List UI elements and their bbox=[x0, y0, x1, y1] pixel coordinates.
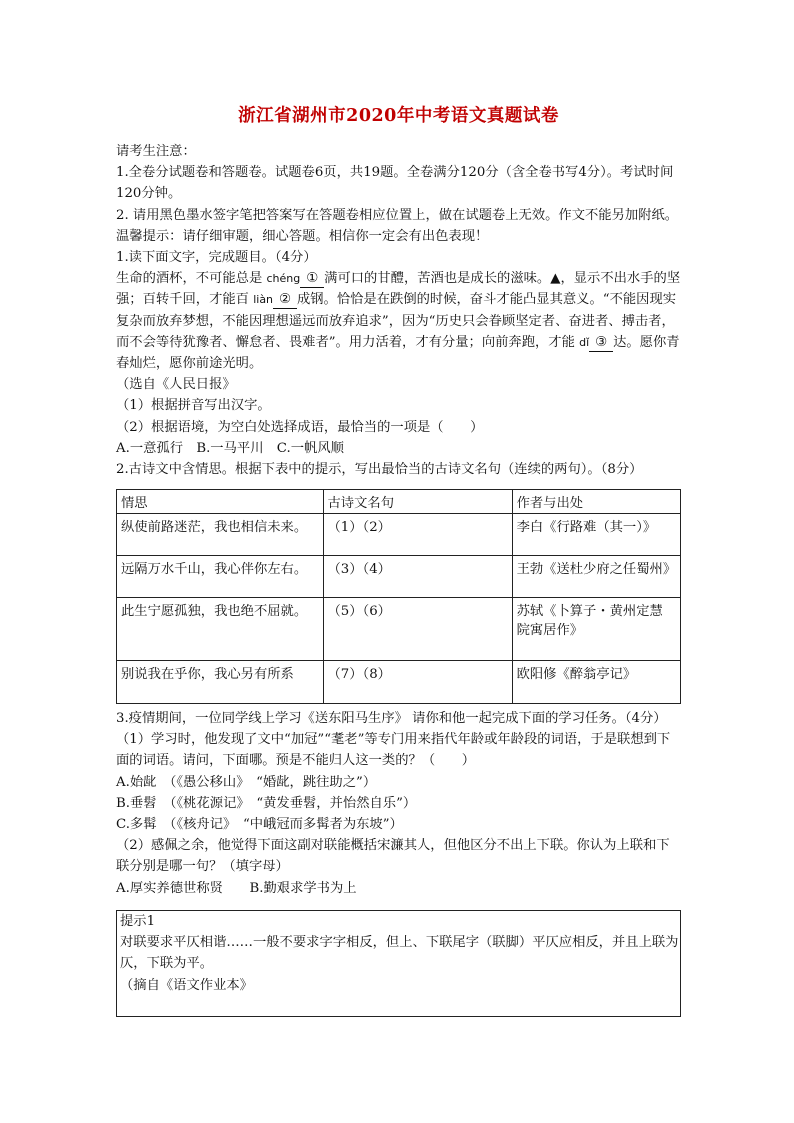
table-cell: 李白《行路难（其一）》 bbox=[512, 514, 680, 556]
q3-section bbox=[116, 708, 681, 899]
q3-option-a: A.始龀 （《愚公移山》 “婚龀，跳往助之”） bbox=[116, 774, 377, 790]
q1-passage bbox=[116, 268, 681, 374]
q1-options: A.一意孤行 B.一马平川 C.一帆风顺 bbox=[116, 440, 344, 456]
table-cell: 远隔万水千山，我心伴你左右。 bbox=[117, 556, 324, 598]
notice-heading: 请考生注意： bbox=[116, 144, 196, 159]
table-cell: 苏轼《卜算子・黄州定慧院寓居作》 bbox=[512, 598, 680, 661]
blank-1: ① bbox=[300, 271, 324, 288]
poem-table bbox=[116, 489, 681, 704]
notice-item-2: 2. 请用黑色墨水签字笔把答案写在答题卷相应位置上，做在试题卷上无效。作文不能另加附纸。 bbox=[116, 207, 679, 223]
table-cell: 王勃《送杜少府之任蜀州》 bbox=[512, 556, 680, 598]
blank-2: ② bbox=[273, 292, 297, 309]
page-title: 浙江省湖州市2020年中考语文真题试卷 bbox=[238, 106, 559, 126]
hint-source: （摘自《语文作业本》 bbox=[120, 977, 253, 993]
table-cell: 别说我在乎你，我心另有所系 bbox=[117, 661, 324, 704]
q1-text-b: 满可口的甘醴，苦酒也是成长的滋味。▲，显示不出水手的坚强；百转千回，才能百 bbox=[116, 271, 681, 308]
q2-stem: 2.古诗文中含情思。根据下表中的提示，写出最恰当的古诗文名句（连续的两句）。（8分） bbox=[116, 462, 643, 478]
q3-option-c: C.多髯 （《核舟记》 “中峨冠而多髯者为东坡”） bbox=[116, 817, 403, 833]
table-row bbox=[117, 661, 681, 704]
table-cell: （5）（6） bbox=[323, 598, 512, 661]
q3-stem: 3.疫情期间，一位同学线上学习《送东阳马生序》 请你和他一起完成下面的学习任务。（4分） bbox=[116, 711, 667, 726]
hint-body: 对联要求平仄相谐……一般不要求字字相反，但上、下联尾字（联脚）平仄应相反，并且上联为仄，下联为平。 bbox=[120, 935, 679, 972]
table-cell: （1）（2） bbox=[323, 514, 512, 556]
q3-couplet-options: A.厚实养德世称贤 B.勤艰求学书为上 bbox=[116, 880, 357, 896]
q1-source: （选自《人民日报》 bbox=[116, 377, 236, 393]
table-header: 情思 bbox=[117, 490, 324, 514]
blank-3: ③ bbox=[589, 335, 613, 352]
q3-option-b: B.垂髫 （《桃花源记》 “黄发垂髫，并怡然自乐”） bbox=[116, 795, 417, 811]
table-cell: （3）（4） bbox=[323, 556, 512, 598]
q1-stem: 1.读下面文字，完成题目。（4分） bbox=[116, 250, 317, 266]
pinyin-1: chéng bbox=[266, 272, 301, 286]
table-row bbox=[117, 556, 681, 598]
q3-sub2: （2）感佩之余，他觉得下面这副对联能概括宋濂其人，但他区分不出上下联。你认为上联和下联分别是哪一句？（填字母） bbox=[116, 838, 670, 875]
table-header: 作者与出处 bbox=[512, 490, 680, 514]
hint-title: 提示1 bbox=[120, 914, 156, 929]
table-row bbox=[117, 514, 681, 556]
q1-text-d: 达。愿你青春灿烂，愿你前途光明。 bbox=[116, 334, 680, 372]
pinyin-3: dǐ bbox=[579, 335, 590, 349]
notice-and-q1 bbox=[116, 141, 681, 480]
table-row bbox=[117, 598, 681, 661]
q3-sub1: （1）学习时，他发现了文中“加冠”“耄老”等专门用来指代年龄或年龄段的词语，于是联想到下面的词语。请问，下面哪。预是不能归人这一类的？（ ） bbox=[116, 732, 671, 769]
table-header: 古诗文名句 bbox=[323, 490, 512, 514]
notice-item-1: 1.全卷分试题卷和答题卷。试题卷6页，共19题。全卷满分120分（含全卷书写4分）。考试时间120分钟。 bbox=[116, 165, 674, 202]
table-cell: 欧阳修《醉翁亭记》 bbox=[512, 661, 680, 704]
table-header-row bbox=[117, 490, 681, 514]
q1-text-a: 生命的酒杯，不可能总是 bbox=[116, 271, 267, 287]
hint-box bbox=[116, 910, 681, 1017]
q1-text-c: 成钢。恰恰是在跌倒的时候，奋斗才能凸显其意义。“不能因现实复杂而放弃梦想，不能因理想遥远而放弃追求”，因为“历史只会眷顾坚定者、奋进者、搏击者，而不会等待犹豫者、懈怠者、畏难者”。用力活着，才有分量；向前奔跑，才能 bbox=[116, 292, 677, 350]
notice-tip: 温馨提示：请仔细审题，细心答题。相信你一定会有出色表现！ bbox=[116, 228, 489, 244]
table-cell: 纵使前路迷茫，我也相信未来。 bbox=[117, 514, 324, 556]
q1-sub1: （1）根据拼音写出汉字。 bbox=[116, 398, 271, 414]
table-cell: 此生宁愿孤独，我也绝不屈就。 bbox=[117, 598, 324, 661]
table-cell: （7）（8） bbox=[323, 661, 512, 704]
pinyin-2: liàn bbox=[253, 293, 274, 307]
q1-sub2: （2）根据语境，为空白处选择成语，最恰当的一项是（ ） bbox=[116, 419, 484, 435]
